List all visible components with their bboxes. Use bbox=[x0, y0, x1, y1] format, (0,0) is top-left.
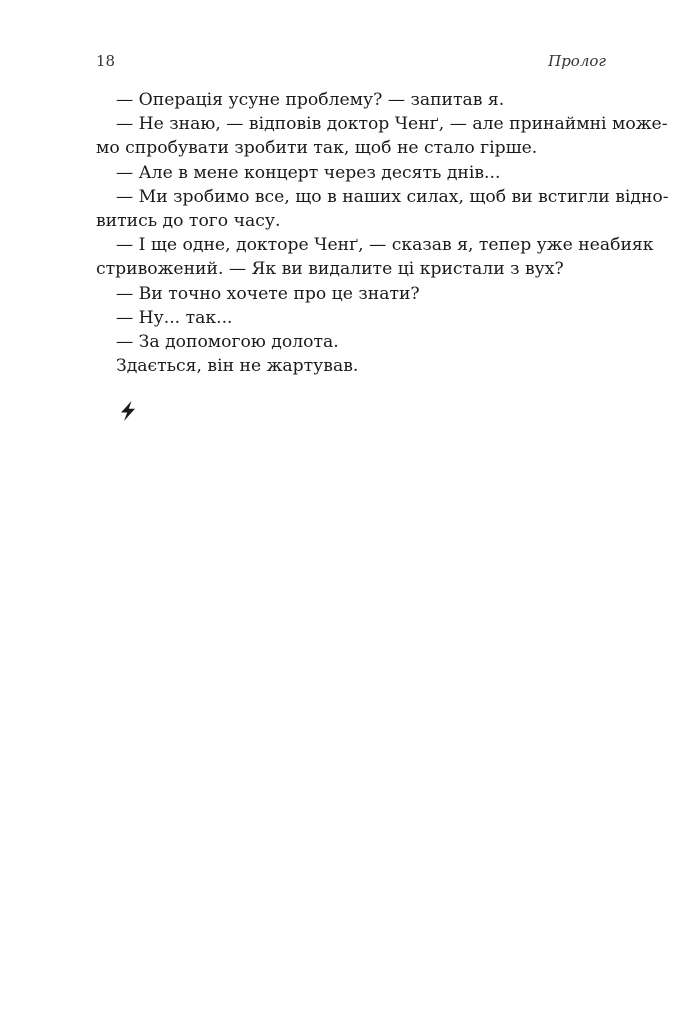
text-line: — І ще одне, докторе Ченґ, — сказав я, тепер уже неабияк bbox=[116, 235, 654, 256]
text-line: стривожений. — Як ви видалите ці кристали з вух? bbox=[96, 259, 564, 280]
paragraph bbox=[96, 306, 608, 330]
lightning-bolt-icon bbox=[118, 400, 138, 422]
running-header bbox=[96, 52, 606, 74]
paragraph bbox=[96, 233, 654, 281]
paragraph bbox=[96, 88, 608, 112]
paragraph bbox=[96, 185, 669, 233]
paragraph bbox=[96, 161, 608, 185]
text-line: — Операція усуне проблему? — запитав я. bbox=[116, 90, 505, 110]
text-line: — Не знаю, — відповів доктор Ченґ, — але принаймні може- bbox=[116, 114, 668, 135]
page-number: 18 bbox=[96, 52, 116, 70]
text-line: — Але в мене концерт через десять днів... bbox=[116, 162, 501, 183]
paragraph bbox=[96, 112, 668, 160]
paragraph bbox=[96, 330, 608, 354]
paragraph bbox=[96, 354, 608, 378]
text-line: Здається, він не жартував. bbox=[116, 356, 359, 377]
text-line: — Ну... так... bbox=[116, 307, 233, 328]
body-text bbox=[96, 88, 669, 378]
text-line: — Ви точно хочете про це знати? bbox=[116, 283, 420, 304]
section-title: Пролог bbox=[548, 52, 606, 70]
paragraph bbox=[96, 282, 608, 306]
text-line: — За допомогою долота. bbox=[116, 332, 339, 353]
text-line: — Ми зробимо все, що в наших силах, щоб ви встигли відно- bbox=[116, 186, 669, 207]
text-line: витись до того часу. bbox=[96, 211, 281, 232]
text-line: мо спробувати зробити так, щоб не стало гірше. bbox=[96, 138, 538, 159]
